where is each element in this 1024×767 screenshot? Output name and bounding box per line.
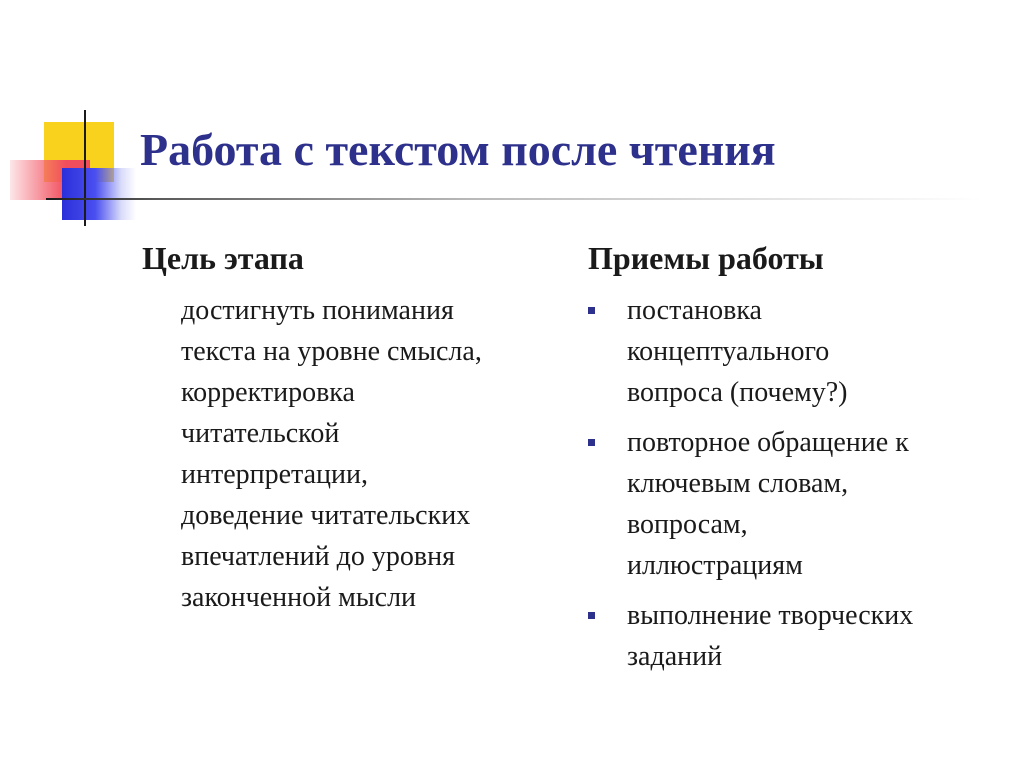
goal-line: впечатлений до уровня	[181, 541, 455, 572]
blue-gradient-decoration	[62, 168, 136, 220]
goal-line: законченной мысли	[181, 582, 417, 613]
vertical-rule	[84, 110, 86, 226]
item-line: вопросам,	[627, 509, 748, 540]
list-item	[588, 290, 1008, 413]
item-line: ключевым словам,	[627, 468, 849, 499]
list-item	[588, 595, 1008, 677]
goal-line: текста на уровне смысла,	[181, 336, 482, 367]
item-line: заданий	[627, 641, 723, 672]
goal-line: интерпретации,	[181, 459, 369, 490]
item-line: выполнение творческих	[627, 600, 914, 631]
goal-line: читательской	[181, 418, 340, 449]
item-line: концептуального	[627, 336, 830, 367]
right-column-heading: Приемы работы	[588, 240, 824, 276]
square-bullet-icon	[588, 307, 595, 314]
techniques-list	[588, 290, 1008, 677]
goal-line: доведение читательских	[181, 500, 471, 531]
square-bullet-icon	[588, 612, 595, 619]
item-line: иллюстрациям	[627, 550, 803, 581]
slide-title: Работа с текстом после чтения	[140, 124, 776, 175]
list-item	[588, 422, 1008, 586]
item-line: вопроса (почему?)	[627, 377, 848, 408]
goal-line: достигнуть понимания	[181, 295, 454, 326]
title-underline-rule	[46, 198, 982, 200]
item-line: постановка	[627, 295, 762, 326]
goal-line: корректировка	[181, 377, 355, 408]
item-line: повторное обращение к	[627, 427, 909, 458]
stage-goal-text	[181, 290, 571, 618]
left-column-heading: Цель этапа	[142, 240, 304, 276]
square-bullet-icon	[588, 439, 595, 446]
